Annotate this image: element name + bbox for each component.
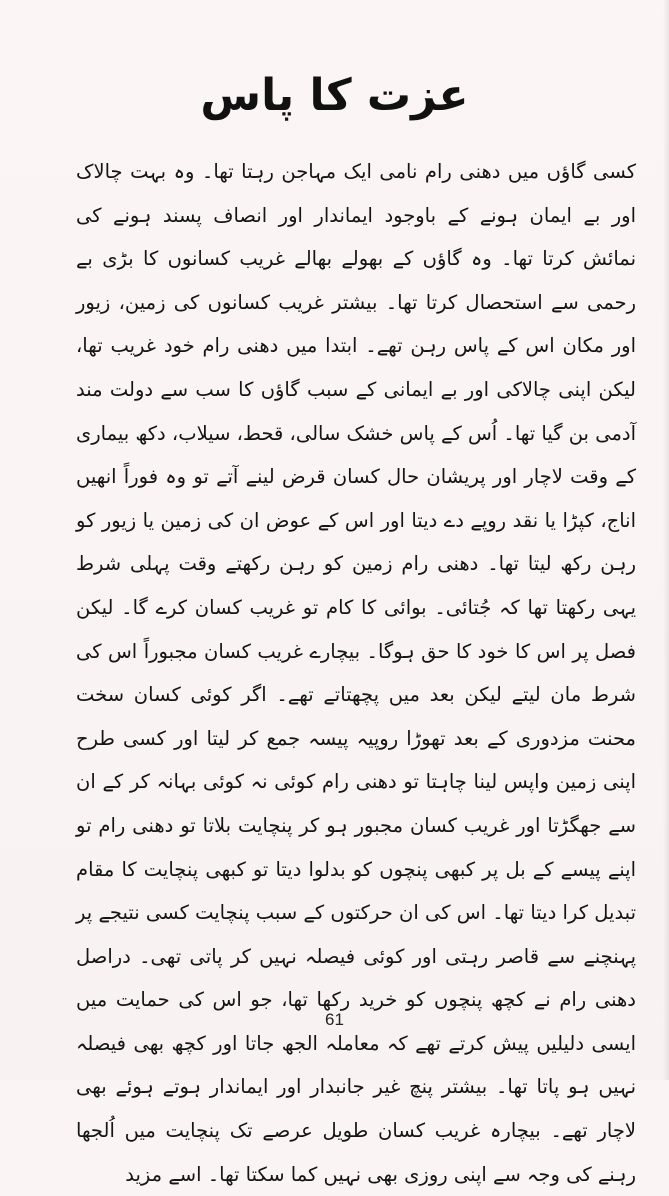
page-number: 61 — [325, 1010, 344, 1029]
page-edge-shadow — [663, 0, 669, 1080]
chapter-body — [76, 150, 636, 1196]
chapter-title: عزت کا پاس — [200, 70, 469, 121]
body-paragraph: کسی گاؤں میں دھنی رام نامی ایک مہاجن رہتا تھا۔ وہ بہت چالاک اور بے ایمان ہونے کے باوجود ایماندار اور انصاف پسند ہونے کی نمائش کرتا تھا۔ وہ گاؤں کے بھولے بھالے غریب کسانوں کا بڑی بے رحمی سے استحصال کرتا تھا۔ بیشتر غریب کسانوں کی زمین، زیور اور مکان اس کے پاس رہن تھے۔ ابتدا میں دھنی رام خود غریب تھا، لیکن اپنی چالاکی اور بے ایمانی کے سبب گاؤں کا سب سے دولت مند آدمی بن گیا تھا۔ اُس کے پاس خشک سالی، قحط، سیلاب، دکھ بیماری کے وقت لاچار اور پریشان حال کسان قرض لینے آتے تو وہ فوراً انھیں اناج، کپڑا یا نقد روپے دے دیتا اور اس کے عوض ان کی زمین یا زیور کو رہن رکھ لیتا تھا۔ دھنی رام زمین کو رہن رکھتے وقت پہلی شرط یہی رکھتا تھا کہ جُتائی۔ بوائی کا کام تو غریب کسان کرے گا۔ لیکن فصل پر اس کا خود کا حق ہوگا۔ بیچارے غریب کسان مجبوراً اس کی شرط مان لیتے لیکن بعد میں پچھتاتے تھے۔ اگر کوئی کسان سخت محنت مزدوری کے بعد تھوڑا روپیہ پیسہ جمع کر لیتا اور کسی طرح اپنی زمین واپس لینا چاہتا تو دھنی رام کوئی نہ کوئی بہانہ کر کے ان سے جھگڑتا اور غریب کسان مجبور ہو کر پنچایت بلاتا تو دھنی رام تو اپنے پیسے کے بل پر کبھی پنچوں کو بدلوا دیتا تو کبھی پنچایت کا مقام تبدیل کرا دیتا تھا۔ اس کی ان حرکتوں کے سبب پنچایت کسی نتیجے پر پہنچنے سے قاصر رہتی اور کوئی فیصلہ نہیں کر پاتی تھی۔ دراصل دھنی رام نے کچھ پنچوں کو خرید رکھا تھا، جو اس کی حمایت میں ایسی دلیلیں پیش کرتے تھے کہ معاملہ الجھ جاتا اور کچھ بھی فیصلہ نہیں ہو پاتا تھا۔ بیشتر پنچ غیر جانبدار اور ایماندار ہوتے ہوئے بھی لاچار تھے۔ بیچارہ غریب کسان طویل عرصے تک پنچایت میں اُلجھا رہنے کی وجہ سے اپنی روزی بھی نہیں کما سکتا تھا۔ اسے مزید — [76, 160, 636, 1186]
